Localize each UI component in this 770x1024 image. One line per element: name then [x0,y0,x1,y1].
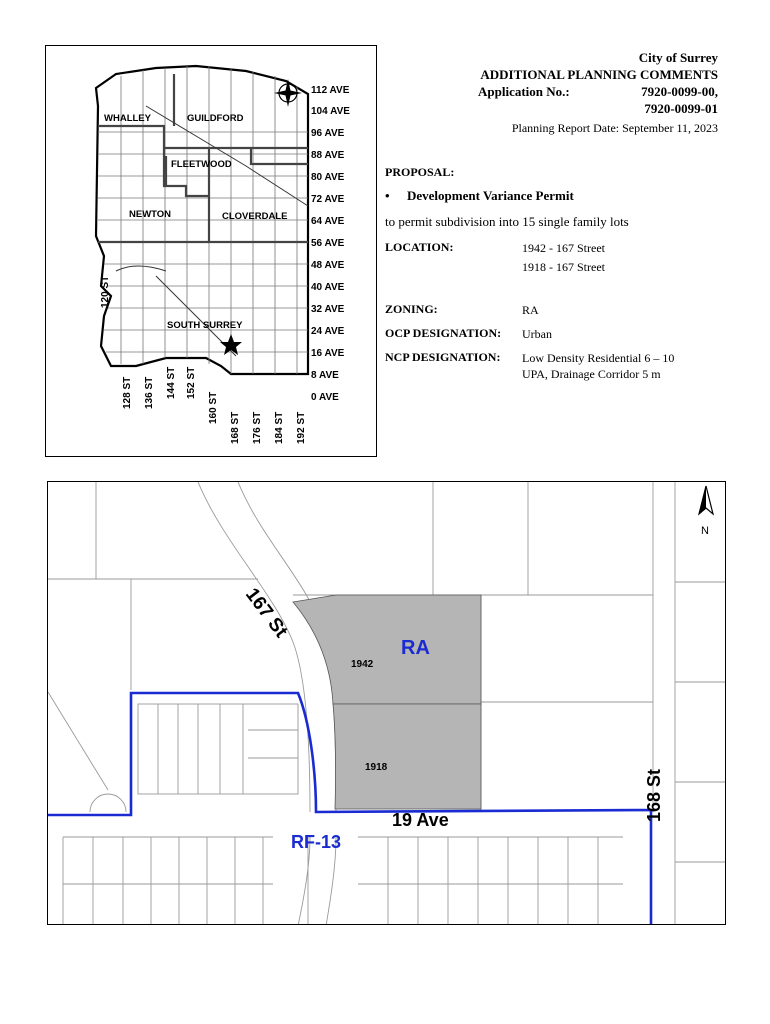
site-map-drawing [48,482,726,925]
st-label: 128 ST [122,376,133,409]
proposal-bullet-text: Development Variance Permit [407,188,574,203]
city-name: City of Surrey [638,50,718,65]
application-label: Application No.: [478,84,570,99]
site-map [47,481,726,925]
compass-icon [274,79,302,107]
label-cloverdale: CLOVERDALE [222,211,288,222]
lot-1942 [293,595,481,704]
proposal-label: PROPOSAL: [385,165,455,179]
st-label: 136 ST [144,376,155,409]
zone-label-ra: RA [401,637,430,659]
ncp-value-line-1: Low Density Residential 6 – 10 [522,351,675,365]
location-address-2: 1918 - 167 Street [522,260,605,274]
location-address-1: 1942 - 167 Street [522,241,605,255]
application-number-1: 7920-0099-00, [641,84,718,99]
ave-label: 24 AVE [311,326,345,337]
application-number-2: 7920-0099-01 [644,101,718,116]
ave-label: 96 AVE [311,128,345,139]
locator-map [45,45,377,457]
lot-1918 [333,704,481,809]
ave-label: 104 AVE [311,106,350,117]
ave-label: 8 AVE [311,370,339,381]
st-label: 160 ST [208,391,219,424]
ave-label: 112 AVE [311,85,350,96]
st-label: 152 ST [186,366,197,399]
ocp-value: Urban [522,327,552,341]
ave-label: 80 AVE [311,172,345,183]
ave-label: 16 AVE [311,348,345,359]
bullet-icon: • [385,188,390,203]
ave-label: 56 AVE [311,238,345,249]
highways [116,106,308,356]
location-label: LOCATION: [385,240,454,254]
ave-label: 64 AVE [311,216,345,227]
label-fleetwood: FLEETWOOD [171,159,232,170]
ncp-label: NCP DESIGNATION: [385,350,501,364]
lot-label-1942: 1942 [351,659,374,670]
proposal-bullet [385,188,574,204]
label-whalley: WHALLEY [104,113,151,124]
zone-label-rf13: RF-13 [291,832,342,852]
street-label-19-ave: 19 Ave [392,810,449,830]
document-title: ADDITIONAL PLANNING COMMENTS [480,67,718,82]
ave-label: 48 AVE [311,260,345,271]
locator-map-drawing [46,46,378,458]
st-label: 120 ST [100,275,111,308]
st-label: 144 ST [166,366,177,399]
street-label-167-st: 167 St [241,584,292,642]
ncp-value-line-2: UPA, Drainage Corridor 5 m [522,367,661,381]
ocp-label: OCP DESIGNATION: [385,326,502,340]
north-arrow-icon [699,486,713,514]
st-label: 192 ST [296,411,307,444]
ave-label: 0 AVE [311,392,339,403]
label-newton: NEWTON [129,209,172,220]
north-label: N [701,525,709,537]
report-date: Planning Report Date: September 11, 2023 [511,121,718,135]
zoning-label: ZONING: [385,302,438,316]
st-label: 176 ST [252,411,263,444]
proposal-purpose: to permit subdivision into 15 single family lots [385,214,629,229]
ave-label: 88 AVE [311,150,345,161]
ave-label: 72 AVE [311,194,345,205]
label-guildford: GUILDFORD [187,113,244,124]
zoning-value: RA [522,303,539,317]
street-label-168-st: 168 St [644,768,664,822]
st-label: 184 ST [274,411,285,444]
ave-label: 40 AVE [311,282,345,293]
lot-label-1918: 1918 [365,762,388,773]
ave-label: 32 AVE [311,304,345,315]
label-south-surrey: SOUTH SURREY [167,320,243,331]
st-label: 168 ST [230,411,241,444]
